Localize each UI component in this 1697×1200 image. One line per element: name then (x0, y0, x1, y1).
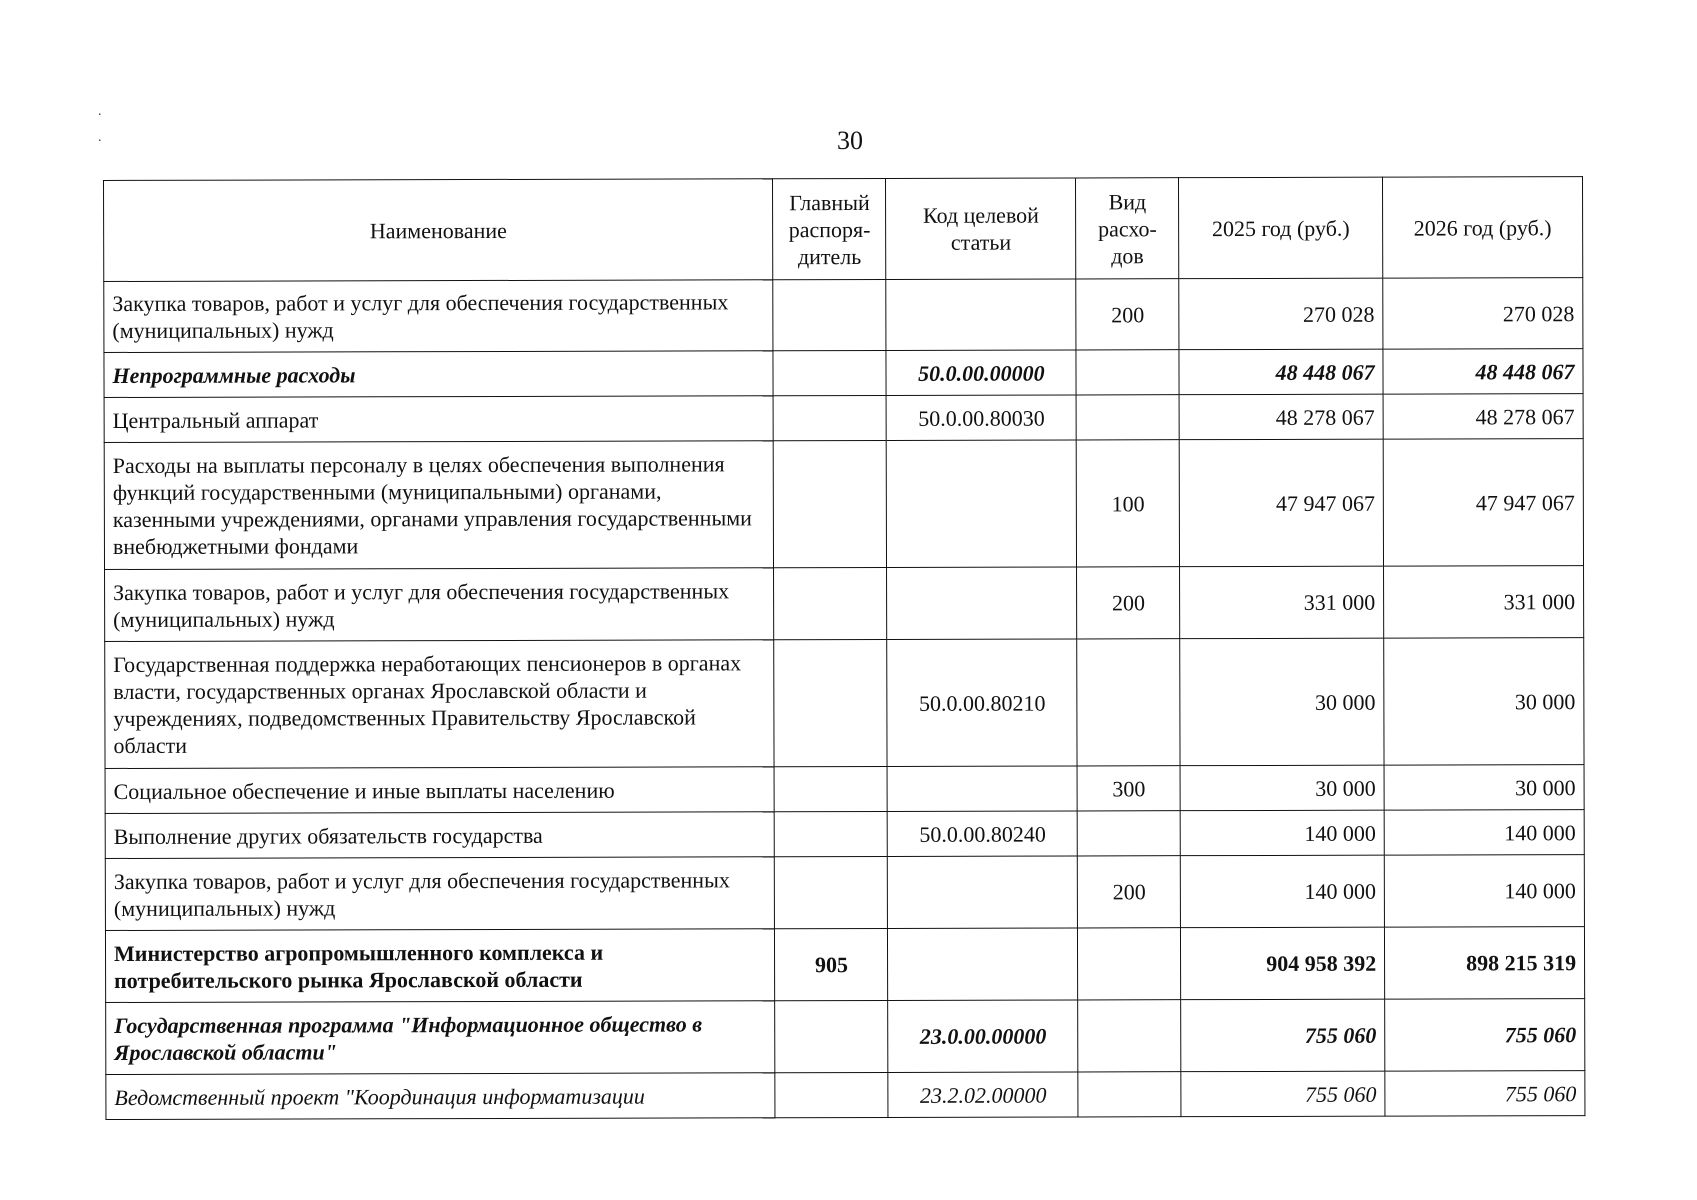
cell-2025: 30 000 (1180, 638, 1384, 766)
table-row (105, 810, 1584, 859)
cell-2026: 48 448 067 (1383, 349, 1583, 395)
cell-code: 23.0.00.00000 (888, 1000, 1078, 1072)
cell-2025: 48 278 067 (1179, 394, 1383, 440)
cell-name: Непрограммные расходы (104, 351, 774, 398)
cell-kind: 200 (1078, 856, 1181, 928)
cell-2025: 30 000 (1180, 765, 1384, 811)
cell-2026: 898 215 319 (1385, 927, 1585, 1000)
cell-code (887, 567, 1077, 639)
cell-kind (1077, 639, 1180, 766)
cell-name: Ведомственный проект "Координация информатизации (106, 1073, 776, 1120)
cell-name: Закупка товаров, работ и услуг для обеспечения государственных (муниципальных) нужд (104, 280, 774, 353)
cell-name: Государственная поддержка неработающих пенсионеров в органах власти, государственных органах Ярославской области и учреждениях, подведомственных Правительству Ярославской области (105, 640, 775, 769)
cell-kind (1076, 395, 1179, 440)
cell-code (886, 279, 1076, 350)
table-row (104, 394, 1583, 443)
cell-kind: 200 (1077, 567, 1180, 639)
table-row (106, 1071, 1585, 1120)
table-row (104, 278, 1583, 353)
cell-2026: 140 000 (1384, 855, 1584, 928)
cell-name: Государственная программа "Информационное общество в Ярославской области" (106, 1001, 776, 1075)
cell-code: 50.0.00.80240 (888, 811, 1078, 856)
cell-name: Закупка товаров, работ и услуг для обеспечения государственных (муниципальных) нужд (105, 568, 775, 642)
table-row (104, 349, 1583, 398)
cell-kind (1078, 1000, 1181, 1072)
table-row (105, 566, 1584, 642)
cell-2025: 48 448 067 (1179, 349, 1383, 395)
cell-name: Министерство агропромышленного комплекса и потребительского рынка Ярославской области (105, 929, 775, 1003)
cell-2026: 48 278 067 (1383, 394, 1583, 440)
cell-kind (1078, 928, 1181, 1000)
cell-2026: 331 000 (1384, 566, 1584, 639)
scan-mark: . (98, 104, 102, 119)
cell-kind (1076, 350, 1179, 395)
cell-code (888, 856, 1078, 928)
header-2026: 2026 год (руб.) (1383, 177, 1583, 279)
cell-admin (774, 567, 887, 639)
cell-2026: 47 947 067 (1383, 439, 1583, 567)
cell-2026: 140 000 (1384, 810, 1584, 856)
cell-2025: 755 060 (1181, 999, 1385, 1072)
cell-code: 23.2.02.00000 (888, 1072, 1078, 1117)
cell-code: 50.0.00.80030 (886, 395, 1076, 440)
cell-2025: 755 060 (1181, 1071, 1385, 1117)
cell-code (888, 928, 1078, 1000)
cell-name: Расходы на выплаты персоналу в целях обеспечения выполнения функций государственными (муниципальными) органами, казенными учреждениями, органами управления государственными внебюджетными фондами (104, 441, 774, 570)
cell-2025: 140 000 (1181, 855, 1385, 928)
header-kind: Вид расхо-дов (1076, 178, 1179, 279)
header-name: Наименование (104, 179, 774, 282)
cell-2026: 30 000 (1384, 638, 1584, 766)
header-code: Код целевой статьи (886, 178, 1076, 279)
cell-kind: 100 (1077, 440, 1180, 567)
cell-name: Социальное обеспечение и иные выплаты населению (105, 767, 775, 814)
table-row (104, 439, 1583, 570)
cell-code: 50.0.00.80210 (887, 639, 1077, 766)
table-row (105, 638, 1584, 769)
cell-admin (775, 811, 888, 856)
cell-admin (774, 395, 887, 440)
cell-name: Выполнение других обязательств государства (105, 812, 775, 859)
table-row (105, 927, 1584, 1003)
cell-kind: 300 (1077, 766, 1180, 811)
table-row (105, 765, 1584, 814)
table-row (106, 999, 1585, 1075)
table-row (105, 855, 1584, 931)
cell-admin (773, 279, 886, 350)
cell-admin (775, 856, 888, 928)
page-number: 30 (837, 126, 863, 155)
cell-2025: 904 958 392 (1181, 927, 1385, 1000)
cell-2026: 270 028 (1383, 278, 1583, 350)
cell-code: 50.0.00.00000 (886, 350, 1076, 395)
cell-name: Закупка товаров, работ и услуг для обеспечения государственных (муниципальных) нужд (105, 857, 775, 931)
cell-admin (774, 766, 887, 811)
cell-2025: 331 000 (1180, 566, 1384, 639)
cell-2025: 270 028 (1179, 278, 1383, 350)
cell-admin: 905 (775, 928, 888, 1000)
cell-admin (775, 1072, 888, 1117)
cell-2025: 47 947 067 (1179, 439, 1383, 567)
budget-table (103, 176, 1585, 1120)
cell-code (887, 440, 1077, 567)
cell-admin (774, 639, 887, 766)
cell-kind (1077, 811, 1180, 856)
header-admin: Главный распоря-дитель (773, 178, 886, 279)
cell-admin (775, 1000, 888, 1072)
cell-2026: 30 000 (1384, 765, 1584, 811)
cell-code (887, 766, 1077, 811)
scan-mark: . (98, 130, 102, 145)
cell-2025: 140 000 (1180, 810, 1384, 856)
cell-name: Центральный аппарат (104, 396, 774, 443)
cell-kind: 200 (1076, 279, 1179, 350)
header-2025: 2025 год (руб.) (1179, 177, 1383, 279)
cell-kind (1078, 1072, 1181, 1117)
cell-admin (774, 440, 887, 567)
cell-2026: 755 060 (1385, 1071, 1585, 1117)
cell-2026: 755 060 (1385, 999, 1585, 1072)
table-header-row (104, 177, 1583, 282)
cell-admin (773, 350, 886, 395)
